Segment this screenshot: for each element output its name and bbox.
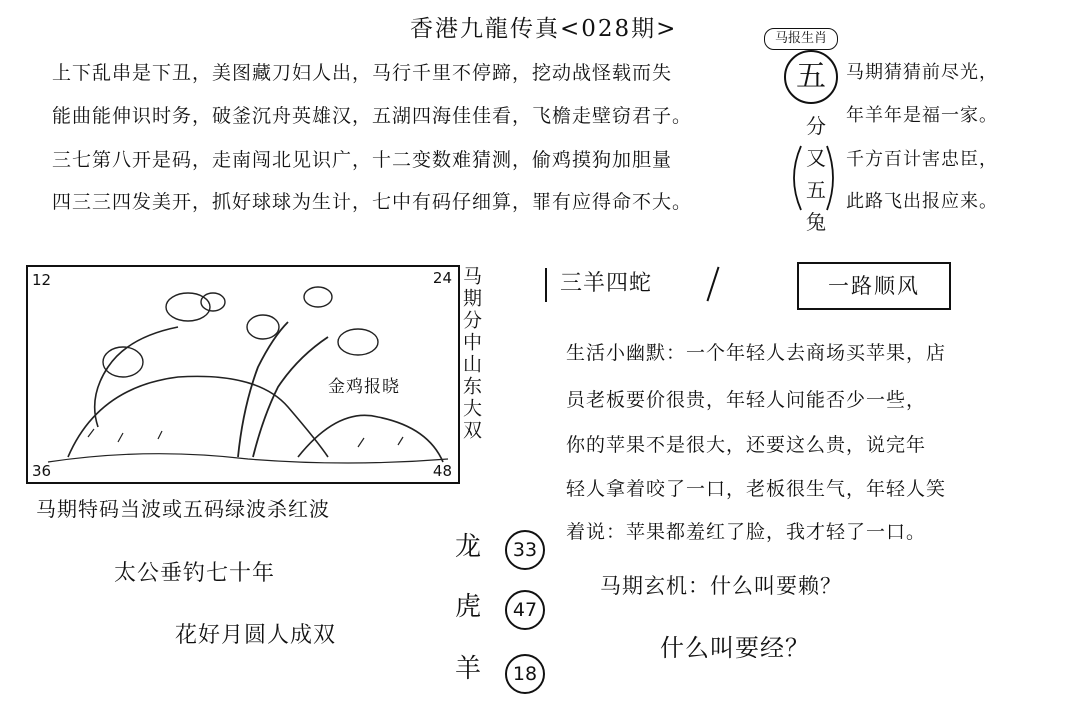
corner-number: 12: [32, 271, 52, 289]
verse-line: 马期猜猜前尽光，: [846, 62, 998, 83]
drawing-label: 金鸡报晓: [328, 377, 400, 397]
story-line: 轻人拿着咬了一口，老板很生气，年轻人笑: [566, 478, 947, 500]
zodiac-animal: 羊: [455, 654, 482, 684]
zodiac-animal: 龙: [455, 532, 482, 562]
decorative-bracket: [783, 138, 843, 218]
circled-character: 五: [784, 50, 838, 104]
vertical-word: 又: [806, 146, 826, 170]
divider: [706, 267, 719, 302]
story-line: 你的苹果不是很大，还要这么贵，说完年: [566, 434, 927, 456]
vertical-hint: 马期分中山东大双: [460, 266, 482, 442]
corner-number: 24: [432, 269, 452, 287]
riddle-question: 马期玄机：什么叫要赖？: [600, 574, 842, 598]
pick-number: 47: [505, 590, 545, 630]
zodiac-animal: 虎: [455, 592, 482, 622]
illustration-frame: [26, 265, 460, 484]
story-line: 员老板要价很贵，年轻人问能否少一些，: [566, 389, 927, 411]
poem-line: 四三三四发美开，抓好球球为生计，七中有码仔细算，罪有应得命不大。: [52, 191, 693, 213]
verse-line: 此路飞出报应来。: [846, 191, 998, 212]
verse-line: 年羊年是福一家。: [846, 105, 998, 126]
riddle-line: 花好月圆人成双: [175, 623, 337, 648]
poem-line: 能曲能伸识时务，破釜沉舟英雄汉，五湖四海佳佳看，飞檐走壁窃君子。: [52, 105, 693, 127]
special-code-caption: 马期特码当波或五码绿波杀红波: [36, 497, 330, 521]
verse-line: 千方百计害忠臣，: [846, 149, 998, 170]
page-title: 香港九龍传真<028期>: [410, 16, 678, 42]
corner-number: 36: [32, 462, 52, 480]
story-line: 生活小幽默：一个年轻人去商场买苹果，店: [566, 342, 947, 364]
poem-line: 上下乱串是下丑，美图藏刀妇人出，马行千里不停蹄，挖动战怪载而失: [52, 62, 673, 84]
poem-line: 三七第八开是码，走南闯北见识广，十二变数难猜测，偷鸡摸狗加胆量: [52, 149, 673, 171]
zodiac-tag: 马报生肖: [764, 28, 838, 50]
divider: [545, 268, 547, 302]
pick-number: 18: [505, 654, 545, 694]
slogan-box: 一路顺风: [797, 262, 951, 310]
pick-number: 33: [505, 530, 545, 570]
story-line: 着说：苹果都羞红了脸，我才轻了一口。: [566, 521, 927, 543]
zodiac-heading: 三羊四蛇: [560, 271, 653, 296]
corner-number: 48: [432, 462, 452, 480]
vertical-word: 分: [806, 114, 826, 138]
vertical-word: 兔: [806, 210, 826, 234]
riddle-line: 太公垂钓七十年: [114, 561, 276, 586]
riddle-question: 什么叫要经？: [660, 634, 810, 662]
vertical-word: 五: [806, 178, 826, 202]
